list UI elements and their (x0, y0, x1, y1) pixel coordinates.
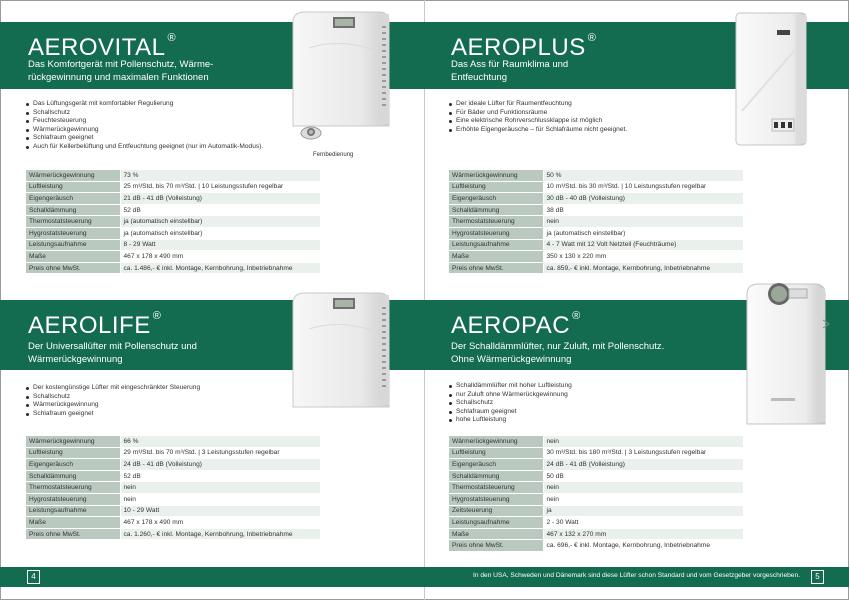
spec-row (26, 493, 320, 505)
spec-row (26, 459, 320, 471)
feature-item: Schallschutz (26, 393, 200, 402)
feature-item: hohe Luftleistung (449, 416, 572, 425)
spec-value: 24 dB - 41 dB (Volleistung) (120, 459, 320, 471)
spec-row (449, 170, 743, 181)
spec-key: Thermostatsteuerung (449, 482, 543, 494)
spec-row (449, 216, 743, 228)
spec-value: 21 dB - 41 dB (Volleistung) (120, 193, 320, 205)
product-title: AEROPAC ® (451, 310, 581, 339)
spec-row (26, 193, 320, 205)
spec-key: Eigengeräusch (26, 193, 120, 205)
spec-value: 10 - 29 Watt (120, 505, 320, 517)
spec-value: ca. 1.260,- € inkl. Montage, Kernbohrung, Inbetriebnahme (120, 528, 320, 540)
spec-table (449, 170, 743, 274)
spec-value: 38 dB (543, 204, 743, 216)
product-subtitle: Das Ass für Raumklima und Entfeuchtung (451, 59, 569, 83)
spec-key: Luftleistung (449, 181, 543, 193)
spec-row (449, 251, 743, 263)
spec-row (26, 436, 320, 447)
feature-item: Das Lüftungsgerät mit komfortabler Regulierung (26, 100, 263, 109)
spec-key: Eigengeräusch (449, 193, 543, 205)
feature-item: nur Zuluft ohne Wärmerückgewinnung (449, 391, 572, 400)
spec-row (26, 170, 320, 181)
page-number-left: 4 (27, 570, 40, 584)
spec-value: ca. 696,- € inkl. Montage, Kernbohrung, Inbetriebnahme (543, 540, 743, 552)
spec-value: 66 % (120, 436, 320, 447)
product-subtitle: Das Komfortgerät mit Pollenschutz, Wärme- rückgewinnung und maximalen Funktionen (28, 59, 214, 83)
spec-row (449, 540, 743, 552)
spec-row (449, 482, 743, 494)
spec-value: nein (120, 482, 320, 494)
spec-value: 50 % (543, 170, 743, 181)
feature-item: Eine elektrische Rohrverschlussklappe ist möglich (449, 117, 627, 126)
spec-value: nein (543, 436, 743, 447)
spec-value: nein (120, 493, 320, 505)
spec-value: 25 m³/Std. bis 70 m³/Std. | 10 Leistungsstufen regelbar (120, 181, 320, 193)
spec-key: Hygrostatsteuerung (26, 493, 120, 505)
feature-item: Schalldämmlüfter mit hoher Luftleistung (449, 382, 572, 391)
spec-key: Luftleistung (26, 181, 120, 193)
product-subtitle: Der Universallüfter mit Pollenschutz und Wärmerückgewinnung (28, 341, 197, 365)
feature-item: Schlafraum geeignet (449, 408, 572, 417)
spec-row (26, 517, 320, 529)
spec-row (449, 239, 743, 251)
page-number-right: 5 (811, 570, 824, 584)
spec-row (449, 470, 743, 482)
spec-table (449, 436, 743, 552)
spec-value: ja (543, 505, 743, 517)
spec-value: 2 - 30 Watt (543, 517, 743, 529)
product-title: AEROPLUS ® (451, 32, 597, 61)
feature-item: Wärmerückgewinnung (26, 401, 200, 410)
wall-ventilator-image (289, 289, 401, 418)
spec-value: 350 x 130 x 220 mm (543, 251, 743, 263)
spec-row (26, 482, 320, 494)
spec-key: Leistungsaufnahme (449, 239, 543, 251)
spec-key: Preis ohne MwSt. (449, 540, 543, 552)
spec-value: 8 - 29 Watt (120, 239, 320, 251)
spec-value: 29 m³/Std. bis 70 m³/Std. | 3 Leistungsstufen regelbar (120, 447, 320, 459)
spec-row (26, 470, 320, 482)
spec-value: 4 - 7 Watt mit 12 Volt Netzteil (Feuchträume) (543, 239, 743, 251)
wall-ventilator-image (741, 280, 833, 433)
spec-key: Hygrostatsteuerung (449, 227, 543, 239)
spec-row (26, 262, 320, 274)
spec-row (449, 227, 743, 239)
spec-row (26, 204, 320, 216)
spec-value: ja (automatisch einstellbar) (120, 227, 320, 239)
spec-key: Wärmerückgewinnung (26, 170, 120, 181)
spec-row (449, 181, 743, 193)
feature-item: Auch für Kellerbelüftung und Entfeuchtung geeignet (nur im Automatik-Modus). (26, 143, 263, 152)
spec-value: ca. 859,- € inkl. Montage, Kernbohrung, Inbetriebnahme (543, 262, 743, 274)
spec-key: Luftleistung (449, 447, 543, 459)
spec-key: Leistungsaufnahme (26, 505, 120, 517)
spec-row (26, 227, 320, 239)
spec-value: 30 m³/Std. bis 180 m³/Std. | 3 Leistungsstufen regelbar (543, 447, 743, 459)
spec-key: Thermostatsteuerung (26, 216, 120, 228)
spec-value: nein (543, 493, 743, 505)
feature-item: Feuchtesteuerung (26, 117, 263, 126)
feature-item: Schlafraum geeignet (26, 134, 263, 143)
spec-row (449, 528, 743, 540)
spec-row (449, 459, 743, 471)
spec-row (26, 216, 320, 228)
spec-value: 467 x 178 x 490 mm (120, 517, 320, 529)
spec-key: Wärmerückgewinnung (26, 436, 120, 447)
spec-key: Zeitsteuerung (449, 505, 543, 517)
spec-row (449, 262, 743, 274)
spec-key: Eigengeräusch (449, 459, 543, 471)
feature-list (449, 382, 572, 425)
wall-ventilator-image (734, 11, 810, 152)
spec-key: Maße (449, 251, 543, 263)
footer-note: In den USA, Schweden und Dänemark sind diese Lüfter schon Standard und vom Gesetzgeber vorgeschrieben. (473, 572, 800, 579)
spec-key: Leistungsaufnahme (26, 239, 120, 251)
feature-item: Schallschutz (449, 399, 572, 408)
spec-value: 52 dB (120, 470, 320, 482)
spec-key: Schalldämmung (449, 470, 543, 482)
spec-value: 50 dB (543, 470, 743, 482)
spec-row (26, 251, 320, 263)
spec-key: Wärmerückgewinnung (449, 170, 543, 181)
feature-item: Der ideale Lüfter für Raumentfeuchtung (449, 100, 627, 109)
feature-list (26, 384, 200, 418)
feature-item: Für Bäder und Funktionsräume (449, 109, 627, 118)
spec-key: Maße (26, 517, 120, 529)
feature-list (26, 100, 263, 151)
spec-key: Luftleistung (26, 447, 120, 459)
spec-key: Schalldämmung (26, 204, 120, 216)
feature-item: Der kostengünstige Lüfter mit eingeschränkter Steuerung (26, 384, 200, 393)
spec-key: Eigengeräusch (26, 459, 120, 471)
spec-value: 467 x 132 x 270 mm (543, 528, 743, 540)
spec-row (449, 505, 743, 517)
spec-row (449, 436, 743, 447)
spec-key: Preis ohne MwSt. (449, 262, 543, 274)
spec-value: 24 dB - 41 dB (Volleistung) (543, 459, 743, 471)
feature-item: Erhöhte Eigengeräusche – für Schlafräume nicht geeignet. (449, 126, 627, 135)
spec-row (449, 193, 743, 205)
wall-ventilator-image (289, 8, 401, 137)
spec-key: Thermostatsteuerung (449, 216, 543, 228)
spec-row (26, 505, 320, 517)
spec-row (26, 528, 320, 540)
product-subtitle: Der Schalldämmlüfter, nur Zuluft, mit Pollenschutz. Ohne Wärmerückgewinnung (451, 341, 665, 365)
spec-value: 30 dB - 40 dB (Volleistung) (543, 193, 743, 205)
spec-value: 467 x 178 x 490 mm (120, 251, 320, 263)
spec-key: Hygrostatsteuerung (449, 493, 543, 505)
spec-value: ja (automatisch einstellbar) (120, 216, 320, 228)
product-title: AEROVITAL ® (28, 32, 177, 61)
footer-band-left (0, 567, 425, 587)
spec-value: nein (543, 216, 743, 228)
spec-key: Hygrostatsteuerung (26, 227, 120, 239)
spec-table (26, 170, 320, 274)
spec-value: 10 m³/Std. bis 30 m³/Std. | 10 Leistungsstufen regelbar (543, 181, 743, 193)
feature-list (449, 100, 627, 134)
spec-value: ja (automatisch einstellbar) (543, 227, 743, 239)
remote-control-image (299, 123, 323, 146)
spec-key: Preis ohne MwSt. (26, 262, 120, 274)
spec-key: Schalldämmung (26, 470, 120, 482)
spec-row (26, 239, 320, 251)
spec-row (449, 493, 743, 505)
spec-key: Thermostatsteuerung (26, 482, 120, 494)
spec-value: ca. 1.486,- € inkl. Montage, Kernbohrung, Inbetriebnahme (120, 262, 320, 274)
spec-value: 73 % (120, 170, 320, 181)
spec-row (449, 447, 743, 459)
spec-key: Schalldämmung (449, 204, 543, 216)
feature-item: Schlafraum geeignet (26, 410, 200, 419)
spec-row (449, 517, 743, 529)
image-caption: Fernbedienung (313, 152, 354, 158)
spec-table (26, 436, 320, 540)
feature-item: Schallschutz (26, 109, 263, 118)
product-title: AEROLIFE ® (28, 310, 162, 339)
spec-key: Preis ohne MwSt. (26, 528, 120, 540)
spec-row (449, 204, 743, 216)
spec-key: Maße (26, 251, 120, 263)
spec-row (26, 181, 320, 193)
spec-key: Maße (449, 528, 543, 540)
spec-key: Leistungsaufnahme (449, 517, 543, 529)
spec-key: Wärmerückgewinnung (449, 436, 543, 447)
spec-value: 52 dB (120, 204, 320, 216)
spec-value: nein (543, 482, 743, 494)
feature-item: Wärmerückgewinnung (26, 126, 263, 135)
spec-row (26, 447, 320, 459)
